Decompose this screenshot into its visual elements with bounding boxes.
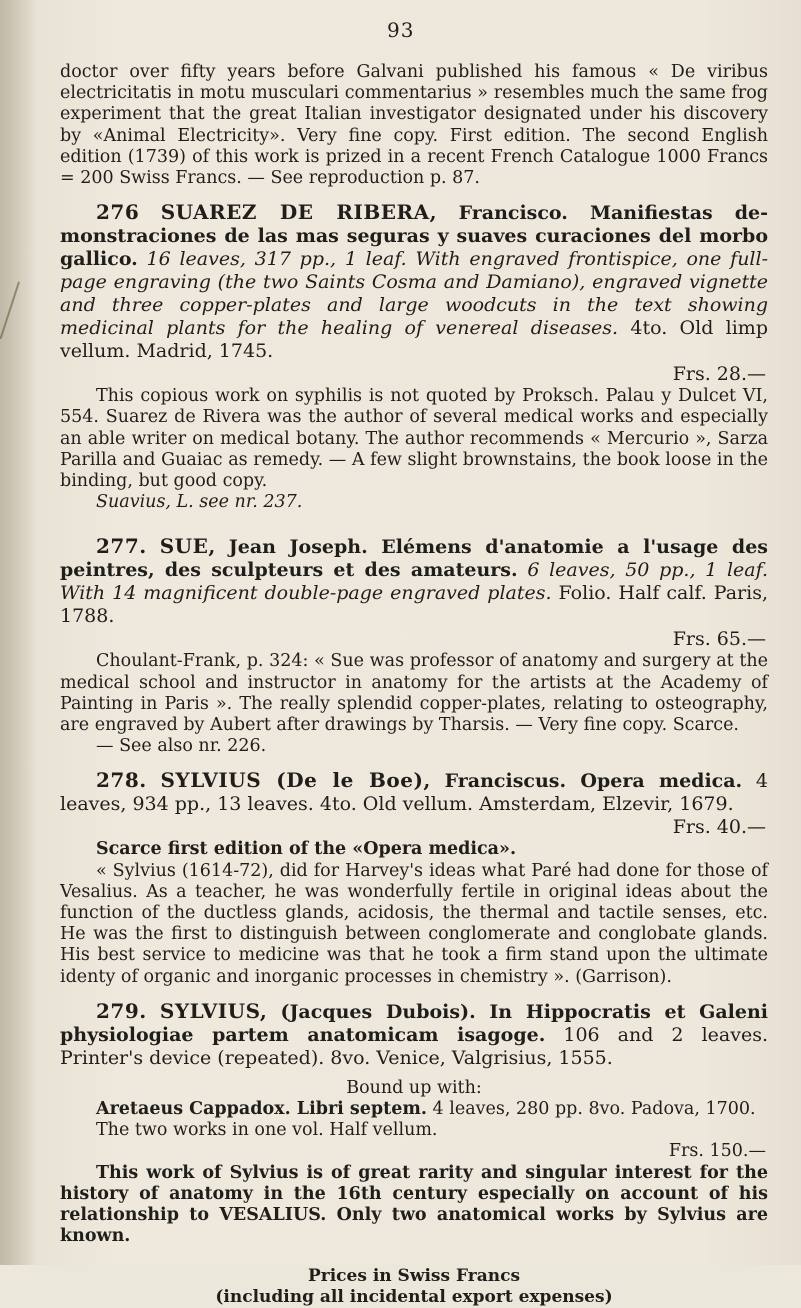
entry-price: Frs. 150.—	[668, 1141, 766, 1162]
entry-author: SYLVIUS,	[159, 998, 268, 1023]
entry-number: 277.	[96, 534, 147, 559]
bound-with-label: Bound up with:	[346, 1077, 482, 1098]
entry-author: SUE,	[159, 534, 216, 559]
entry-description: 106 and 2 leaves. Printer's device (repeated). 8vo. Venice, Valgrisius, 1555.	[60, 1023, 768, 1069]
entry-price: Frs. 28.—	[672, 363, 766, 386]
entry-format: Folio. Half calf. Paris, 1788.	[60, 582, 769, 628]
entry-bold-note: Scarce first edition of the «Opera medica».	[96, 839, 517, 860]
entry-title: Jean Joseph. Elémens d'anatomie a l'usage des peintres, des sculpteurs et des amateurs.	[60, 536, 768, 582]
entry-number: 278.	[96, 768, 147, 793]
second-work-title: Aretaeus Cappadox. Libri septem.	[96, 1099, 427, 1120]
entry-276	[60, 201, 768, 386]
entry-format-line	[60, 1120, 768, 1162]
entry-author: SYLVIUS (De le Boe),	[160, 768, 431, 793]
intro-paragraph: doctor over fifty years before Galvani published his famous « De viribus electricitatis in motu musculari commentarius » resembles much the same frog experiment that the great Italian investigator designated under his discovery by «Animal Electricity». Very fine copy. First edition. The second English edition (1739) of this work is prized in a recent French Catalogue 1000 Francs = 200 Swiss Francs. — See reproduction p. 87.	[60, 62, 768, 189]
page-gutter-shadow	[0, 0, 36, 1265]
entry-author: SUAREZ DE RIBERA,	[160, 200, 438, 225]
entry-title: Francisco. Manifiestas de-monstraciones de las mas seguras y suaves curaciones del morbo gallico.	[60, 202, 769, 271]
catalogue-text	[60, 62, 768, 1308]
entry-note: This copious work on syphilis is not quoted by Proksch. Palau y Dulcet VI, 554. Suarez de Rivera was the author of several medical works and especially an able writer on medical botany. The author recommends « Mercurio », Sarza Parilla and Guaiac as remedy. — A few slight brownstains, the book loose in the binding, but good copy.	[60, 386, 768, 492]
second-work-desc: 4 leaves, 280 pp. 8vo. Padova, 1700.	[432, 1099, 756, 1120]
entry-note: Choulant-Frank, p. 324: « Sue was professor of anatomy and surgery at the medical school and instructor in anatomy for the artists at the Academy of Painting in Paris ». The really splendid copper-plates, relating to osteography, are engraved by Aubert after drawings by Tharsis. — Very fine copy. Scarce.	[60, 651, 768, 736]
entry-price: Frs. 40.—	[672, 816, 766, 839]
entry-description: 4 leaves, 934 pp., 13 leaves. 4to. Old vellum. Amsterdam, Elzevir, 1679.	[60, 770, 769, 816]
entry-note: This work of Sylvius is of great rarity and singular interest for the history of anatomy in the 16th century especially on account of his relationship to VESALIUS. Only two anatomical works by Sylvius are known.	[60, 1162, 768, 1247]
entry-description: 6 leaves, 50 pp., 1 leaf. With 14 magnificent double-page engraved plates.	[60, 559, 768, 605]
entry-format: The two works in one vol. Half vellum.	[96, 1120, 438, 1141]
entry-278	[60, 769, 768, 839]
entry-279	[60, 1000, 768, 1070]
entry-description: 16 leaves, 317 pp., 1 leaf. With engraved frontispice, one full-page engraving (the two Saints Cosma and Damiano), engraved vignette and three copper-plates and large woodcuts in the text showing medicinal plants for the healing of venereal diseases.	[60, 248, 768, 340]
page-number: 93	[387, 18, 415, 42]
entry-number: 276	[96, 200, 140, 225]
second-work	[60, 1099, 768, 1120]
entry-see: — See also nr. 226.	[96, 736, 267, 757]
entry-number: 279.	[96, 998, 147, 1023]
entry-see: Suavius, L. see nr. 237.	[96, 492, 303, 513]
entry-title: (Jacques Dubois). In Hippocratis et Galeni physiologiae partem anatomicam isagoge.	[60, 1000, 768, 1046]
entry-format: 4to. Old limp vellum. Madrid, 1745.	[60, 317, 768, 363]
entry-note: « Sylvius (1614-72), did for Harvey's ideas what Paré had done for those of Vesalius. As a teacher, he was wonderfully fertile in original ideas about the function of the ductless glands, acidosis, the thermal and tactile senses, etc. He was the first to distinguish between conglomerate and conglobate glands. His best service to medicine was that he took a firm stand upon the ultimate identy of organic and inorganic processes in chemistry ». (Garrison).	[60, 860, 768, 987]
entry-277	[60, 535, 768, 651]
entry-title: Franciscus. Opera medica.	[444, 770, 743, 793]
prices-note-line2: (including all incidental export expenses)	[215, 1286, 613, 1307]
prices-note-line1: Prices in Swiss Francs	[307, 1265, 521, 1286]
entry-price: Frs. 65.—	[672, 628, 766, 651]
